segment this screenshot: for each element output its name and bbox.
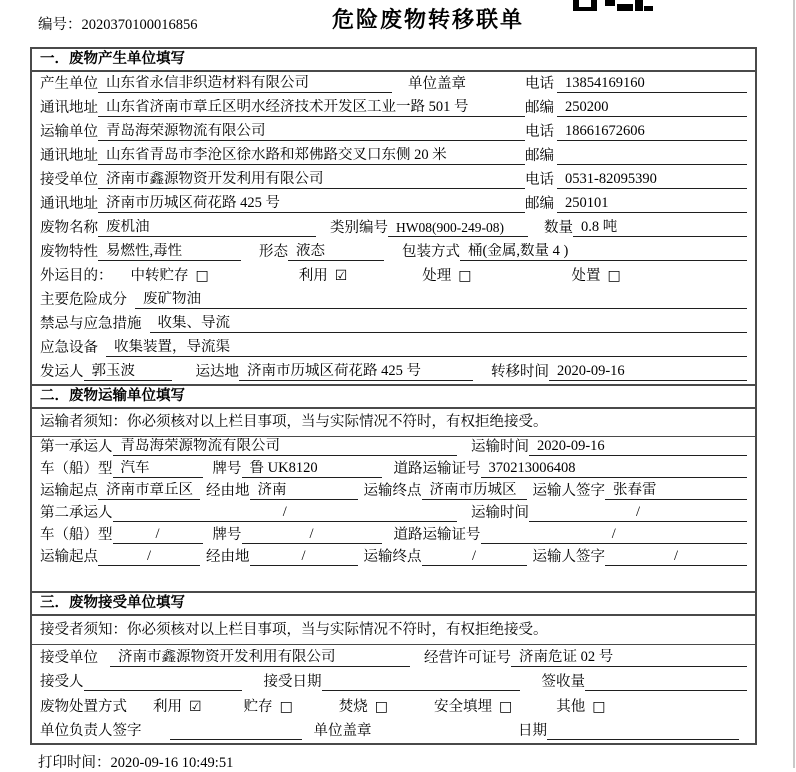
receiver-unit-row: [32, 168, 755, 192]
waste-traits-value: 易燃性,毒性: [98, 243, 241, 261]
treat-checkbox: □: [458, 268, 472, 284]
storage-checkbox: □: [279, 698, 293, 715]
second-carrier-value: /: [113, 504, 458, 522]
emergency-equipment-row: [32, 336, 755, 360]
producer-unit-row: [32, 72, 755, 96]
receive-unit-row: [32, 645, 755, 670]
address-value: 济南市历城区荷花路 425 号: [98, 195, 525, 213]
route-start-value: 济南市章丘区: [98, 482, 200, 500]
second-carrier-label: 第二承运人: [40, 505, 113, 521]
road-permit-value: 370213006408: [481, 460, 748, 478]
vehicle-type-row: [32, 459, 755, 481]
zip-value-empty: [557, 164, 747, 165]
road-permit-label: 道路运输证号: [393, 527, 481, 543]
received-quantity-value: [585, 690, 747, 691]
carrier-signature-label: 运输人签字: [532, 549, 605, 565]
transporter-unit-value: 青岛海荣源物流有限公司: [98, 123, 525, 141]
receiver-address-row: [32, 192, 755, 216]
option-label: 焚烧: [338, 698, 368, 715]
route-via-label: 经由地: [206, 483, 250, 499]
disposal-method-row: [32, 694, 755, 719]
address-label: 通讯地址: [40, 196, 98, 212]
carrier-signature-value: /: [605, 548, 747, 566]
plate-number-label: 牌号: [212, 527, 242, 543]
disposal-method-label: 废物处置方式: [40, 698, 127, 715]
second-carrier-row: [32, 503, 755, 525]
option-label: 处理: [422, 268, 452, 284]
transporter-unit-label: 运输单位: [40, 124, 98, 140]
waste-traits-label: 废物特性: [40, 244, 98, 260]
first-carrier-row: [32, 437, 755, 459]
disposal-option-landfill: [434, 699, 512, 716]
producer-address-row: [32, 96, 755, 120]
quantity-value: 0.8 吨: [573, 219, 747, 237]
receiver-notice: 接受者须知：你必须核对以上栏目事项，当与实际情况不符时，有权拒绝接受。: [32, 616, 755, 645]
disposal-option-incinerate: [339, 699, 388, 716]
vehicle-type-value: 汽车: [113, 460, 203, 478]
road-permit-label: 道路运输证号: [393, 461, 481, 477]
transfer-form-table: [30, 47, 757, 745]
first-carrier-value: 青岛海荣源物流有限公司: [113, 438, 458, 456]
address-label: 通讯地址: [40, 100, 98, 116]
phone-value: 13854169160: [557, 75, 747, 93]
hazard-components-label: 主要危险成分: [40, 292, 127, 308]
route-row: [32, 481, 755, 503]
print-time: [38, 751, 233, 772]
utilize-checkbox: ☑: [189, 698, 202, 715]
option-label: 中转贮存: [130, 268, 189, 284]
receive-unit-value: 济南市鑫源物资开发利用有限公司: [110, 649, 410, 667]
carrier-signature-label: 运输人签字: [532, 483, 605, 499]
option-label: 其他: [556, 698, 586, 715]
zip-label: 邮编: [525, 100, 554, 116]
dispose-checkbox: □: [607, 268, 621, 284]
receive-unit-label: 接受单位: [40, 649, 98, 666]
document-header: [0, 0, 796, 47]
section2-title: 二．废物运输单位填写: [32, 384, 755, 409]
address-label: 通讯地址: [40, 148, 98, 164]
phone-label: 电话: [525, 124, 554, 140]
sign-date-label: 日期: [518, 723, 547, 739]
phone-label: 电话: [525, 76, 554, 92]
route-via-value: 济南: [250, 482, 358, 500]
taboo-measures-row: [32, 312, 755, 336]
unit-head-signature-value: [170, 739, 302, 740]
physical-form-label: 形态: [259, 244, 288, 260]
zip-group: [525, 99, 747, 117]
route-start-label: 运输起点: [40, 483, 98, 499]
address-value: 山东省青岛市李沧区徐水路和郑佛路交叉口东侧 20 米: [98, 147, 525, 165]
plate-number-value: /: [242, 526, 382, 544]
vehicle-type-row-2: [32, 525, 755, 547]
document-title: 危险废物转移联单: [332, 7, 525, 32]
transporter-notice: 运输者须知：你必须核对以上栏目事项，当与实际情况不符时，有权拒绝接受。: [32, 409, 755, 437]
other-checkbox: □: [592, 698, 606, 715]
vehicle-type-value: /: [113, 526, 203, 544]
receiver-unit-value: 济南市鑫源物资开发利用有限公司: [98, 171, 525, 189]
quantity-label: 数量: [544, 220, 573, 236]
section1-title: 一．废物产生单位填写: [32, 49, 755, 72]
zip-value: 250101: [557, 195, 747, 213]
transport-purpose-row: [32, 264, 755, 288]
receive-date-value: [322, 690, 520, 691]
route-via-value: /: [250, 548, 358, 566]
taboo-measures-label: 禁忌与应急措施: [40, 316, 142, 332]
waste-name-label: 废物名称: [40, 220, 98, 236]
sign-date-value: [547, 739, 739, 740]
receive-person-label: 接受人: [40, 674, 84, 690]
vehicle-type-label: 车（船）型: [40, 527, 113, 543]
producer-unit-label: 产生单位: [40, 76, 98, 92]
producer-unit-value: 山东省永信非织造材料有限公司: [98, 75, 392, 93]
phone-value: 0531-82095390: [557, 171, 747, 189]
print-time-label: 打印时间：: [38, 755, 111, 771]
hazard-components-value: 废矿物油: [135, 291, 747, 309]
zip-value: 250200: [557, 99, 747, 117]
unit-head-signature-row: [32, 719, 755, 744]
disposal-option-other: [556, 699, 605, 716]
phone-group: [525, 123, 747, 141]
transporter-unit-row: [32, 120, 755, 144]
transporter-address-row: [32, 144, 755, 168]
purpose-option-dispose: [572, 268, 621, 285]
emergency-equipment-value: 收集装置，导流渠: [106, 339, 747, 357]
plate-number-label: 牌号: [212, 461, 242, 477]
receive-date-label: 接受日期: [263, 674, 322, 690]
waste-name-row: [32, 216, 755, 240]
address-value: 山东省济南市章丘区明水经济技术开发区工业一路 501 号: [98, 99, 525, 117]
transport-time-value: 2020-09-16: [529, 438, 747, 456]
waste-name-value: 废机油: [98, 219, 316, 237]
category-code-value: HW08(900-249-08): [388, 219, 528, 237]
transport-time-value: /: [529, 504, 747, 522]
phone-group: [525, 75, 747, 93]
option-label: 利用: [298, 268, 328, 284]
route-row-2: [32, 547, 755, 569]
incinerate-checkbox: □: [374, 698, 389, 715]
route-end-label: 运输终点: [363, 549, 422, 565]
hazard-components-row: [32, 288, 755, 312]
purpose-option-treat: [422, 268, 471, 285]
disposal-option-utilize: [153, 699, 202, 716]
license-number-value: 济南危证 02 号: [511, 649, 747, 667]
transport-time-label: 运输时间: [471, 505, 529, 521]
route-end-value: 济南市历城区: [422, 482, 527, 500]
emergency-equipment-label: 应急设备: [40, 340, 98, 356]
route-end-label: 运输终点: [363, 483, 422, 499]
disposal-option-storage: [244, 699, 293, 716]
vehicle-type-label: 车（船）型: [40, 461, 113, 477]
receive-person-value: [84, 690, 242, 691]
zip-label: 邮编: [525, 196, 554, 212]
license-number-label: 经营许可证号: [424, 649, 511, 666]
phone-label: 电话: [525, 172, 554, 188]
route-via-label: 经由地: [206, 549, 250, 565]
road-permit-value: /: [481, 526, 748, 544]
option-label: 贮存: [243, 698, 273, 715]
shipper-label: 发运人: [40, 364, 84, 380]
section3-title: 三．废物接受单位填写: [32, 591, 755, 616]
option-label: 利用: [153, 698, 182, 715]
serial-value: 2020370100016856: [81, 17, 198, 33]
receiver-unit-label: 接受单位: [40, 172, 98, 188]
purpose-label: 外运目的：: [40, 268, 113, 284]
zip-label: 邮编: [525, 148, 554, 164]
packaging-value: 桶(金属,数量 4 ): [460, 243, 747, 261]
print-time-value: 2020-09-16 10:49:51: [110, 755, 234, 771]
waste-traits-row: [32, 240, 755, 264]
transit-storage-checkbox: □: [195, 268, 209, 284]
destination-value: 济南市历城区荷花路 425 号: [239, 363, 473, 381]
purpose-option-transit: [131, 268, 209, 285]
zip-group: [525, 148, 747, 165]
option-label: 处置: [571, 268, 601, 284]
phone-value: 18661672606: [557, 123, 747, 141]
route-start-label: 运输起点: [40, 549, 98, 565]
purpose-option-utilize: [299, 268, 348, 285]
plate-number-value: 鲁 UK8120: [242, 460, 382, 478]
qr-code-fragment: [573, 0, 653, 12]
route-start-value: /: [98, 548, 200, 566]
receive-person-row: [32, 670, 755, 695]
physical-form-value: 液态: [288, 243, 384, 261]
received-quantity-label: 签收量: [541, 674, 585, 690]
landfill-checkbox: □: [499, 698, 513, 715]
unit-head-signature-label: 单位负责人签字: [40, 723, 142, 739]
spacer-row: [32, 569, 755, 591]
serial-number: [38, 13, 198, 34]
unit-seal-label: 单位盖章: [313, 723, 372, 739]
route-end-value: /: [422, 548, 527, 566]
carrier-signature-value: 张春雷: [605, 482, 747, 500]
zip-group: [525, 195, 747, 213]
category-code-label: 类别编号: [330, 220, 388, 236]
page-right-edge: [793, 0, 795, 768]
option-label: 安全填埋: [434, 698, 493, 715]
taboo-measures-value: 收集、导流: [150, 315, 748, 333]
transport-time-label: 运输时间: [471, 439, 529, 455]
first-carrier-label: 第一承运人: [40, 439, 113, 455]
phone-group: [525, 171, 747, 189]
shipper-row: [32, 360, 755, 384]
packaging-label: 包装方式: [402, 244, 460, 260]
transfer-time-label: 转移时间: [491, 364, 549, 380]
shipper-value: 郭玉波: [84, 363, 172, 381]
transfer-time-value: 2020-09-16: [549, 363, 747, 381]
unit-seal-label: 单位盖章: [408, 76, 466, 92]
destination-label: 运达地: [195, 364, 239, 380]
utilize-checkbox: ☑: [334, 268, 348, 284]
serial-label: 编号：: [38, 17, 82, 33]
